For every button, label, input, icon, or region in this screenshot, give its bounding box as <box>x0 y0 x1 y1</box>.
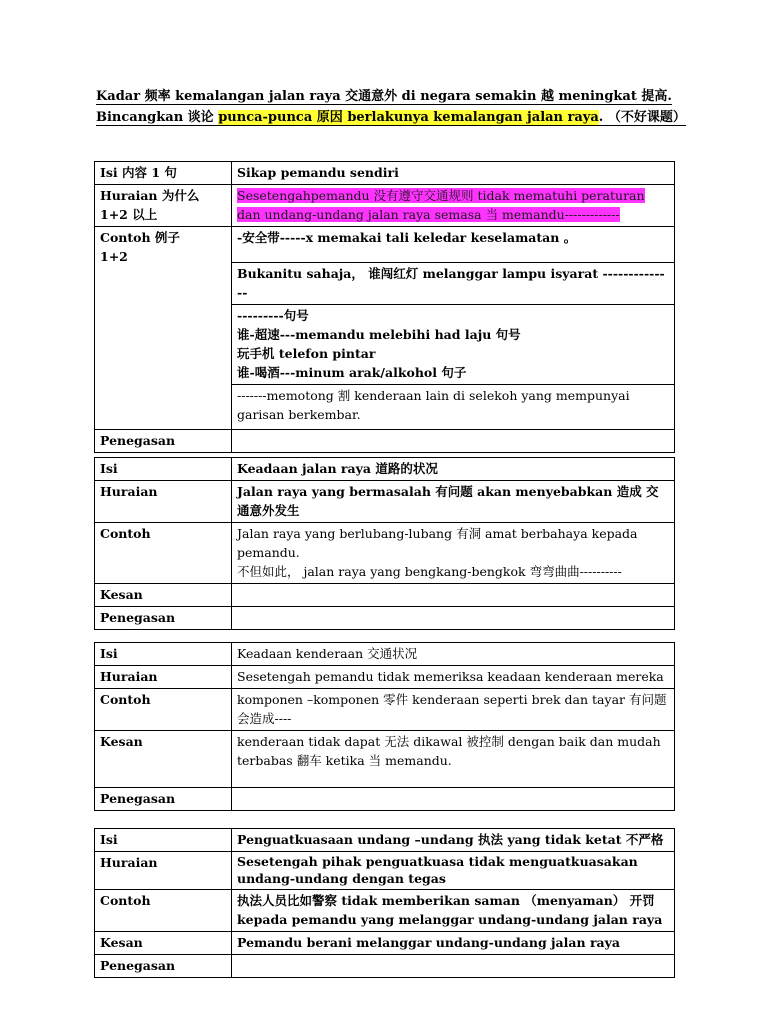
contoh-label: Contoh <box>95 523 232 584</box>
huraian-label: Huraian 为什么 1+2 以上 <box>95 185 232 227</box>
table-sikap-pemandu <box>94 161 675 453</box>
penegasan-label: Penegasan <box>95 955 232 978</box>
table-keadaan-kenderaan <box>94 642 675 811</box>
question-text-2: Bincangkan 谈论 <box>96 110 219 125</box>
question-line-2 <box>96 107 686 128</box>
penegasan-label: Penegasan <box>95 788 232 811</box>
penegasan-text <box>232 788 675 811</box>
isi-label: Isi 内容 1 句 <box>95 162 232 185</box>
question-line-1 <box>96 86 686 107</box>
huraian-text: Sesetengah pemandu tidak memeriksa keadaan kenderaan mereka <box>232 666 675 689</box>
contoh-label: Contoh <box>95 890 232 932</box>
huraian-text: Jalan raya yang bermasalah 有问题 akan menyebabkan 造成 交通意外发生 <box>232 481 675 523</box>
contoh-text: Jalan raya yang berlubang-lubang 有洞 amat berbahaya kepada pemandu. 不但如此， jalan raya yang bengkang-bengkok 弯弯曲曲---------- <box>232 523 675 584</box>
kesan-text: kenderaan tidak dapat 无法 dikawal 被控制 dengan baik dan mudah terbabas 翻车 ketika 当 memandu. <box>232 731 675 788</box>
isi-text: Keadaan jalan raya 道路的状况 <box>232 458 675 481</box>
question-text-3: . （不好课题） <box>598 110 686 125</box>
huraian-cell <box>232 185 675 227</box>
isi-text: Keadaan kenderaan 交通状况 <box>232 643 675 666</box>
huraian-label: Huraian <box>95 666 232 689</box>
huraian-label: Huraian <box>95 852 232 890</box>
penegasan-label: Penegasan <box>95 607 232 630</box>
isi-label: Isi <box>95 643 232 666</box>
isi-label: Isi <box>95 829 232 852</box>
penegasan-text <box>232 955 675 978</box>
isi-text: Sikap pemandu sendiri <box>232 162 675 185</box>
contoh-label: Contoh <box>95 689 232 731</box>
isi-label: Isi <box>95 458 232 481</box>
contoh-text: 执法人员比如警察 tidak memberikan saman （menyaman） 开罚 kepada pemandu yang melanggar undang-undang jalan raya <box>232 890 675 932</box>
kesan-label: Kesan <box>95 731 232 788</box>
table-penguatkuasaan <box>94 828 675 978</box>
penegasan-text <box>232 607 675 630</box>
kesan-text: Pemandu berani melanggar undang-undang jalan raya <box>232 932 675 955</box>
question-text-1: Kadar 频率 kemalangan jalan raya 交通意外 di negara semakin 越 meningkat 提高. <box>96 89 672 104</box>
penegasan-text <box>232 430 675 453</box>
essay-question <box>96 86 686 128</box>
contoh-text-2: Bukanitu sahaja， 谁闯红灯 melanggar lampu isyarat -------------- <box>232 263 675 305</box>
kesan-label: Kesan <box>95 584 232 607</box>
huraian-text: Sesetengahpemandu 没有遵守交通规则 tidak mematuhi peraturan dan undang-undang jalan raya semasa 当 memandu------------- <box>237 188 645 222</box>
penegasan-label: Penegasan <box>95 430 232 453</box>
contoh-text-1: -安全带-----x memakai tali keledar keselamatan 。 <box>232 227 675 263</box>
kesan-label: Kesan <box>95 932 232 955</box>
highlighted-topic: punca-punca 原因 berlakunya kemalangan jalan raya <box>218 110 599 125</box>
huraian-text: Sesetengah pihak penguatkuasa tidak menguatkuasakan undang-undang dengan tegas <box>232 852 675 890</box>
table-keadaan-jalan-raya <box>94 457 675 630</box>
isi-text: Penguatkuasaan undang –undang 执法 yang tidak ketat 不严格 <box>232 829 675 852</box>
contoh-text-4: -------memotong 割 kenderaan lain di selekoh yang mempunyai garisan berkembar. <box>232 385 675 430</box>
huraian-label: Huraian <box>95 481 232 523</box>
kesan-text <box>232 584 675 607</box>
contoh-text: komponen –komponen 零件 kenderaan seperti brek dan tayar 有问题会造成---- <box>232 689 675 731</box>
contoh-label: Contoh 例子 1+2 <box>95 227 232 430</box>
contoh-text-3: ---------句号 谁-超速---memandu melebihi had laju 句号 玩手机 telefon pintar 谁-喝酒---minum arak/alkohol 句子 <box>232 305 675 385</box>
